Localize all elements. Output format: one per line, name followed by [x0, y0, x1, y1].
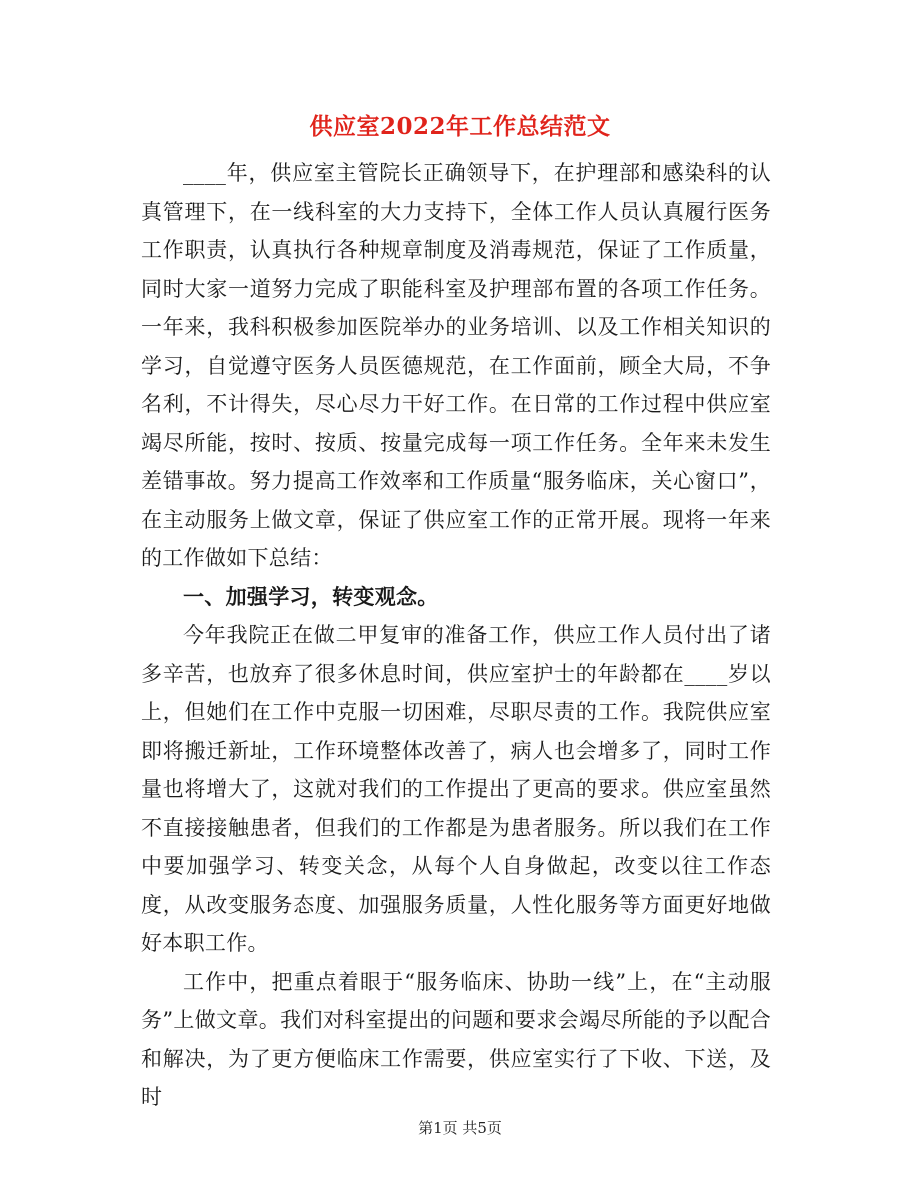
- paragraph-study: 今年我院正在做二甲复审的准备工作，供应工作人员付出了诸多辛苦，也放弃了很多休息时间，供应室护士的年龄都在____岁以上，但她们在工作中克服一切困难，尽职尽责的工作。我院供应室即将搬迁新址，工作环境整体改善了，病人也会增多了，同时工作量也将增大了，这就对我们的工作提出了更高的要求。供应室虽然不直接接触患者，但我们的工作都是为患者服务。所以我们在工作中要加强学习、转变关念，从每个人自身做起，改变以往工作态度，从改变服务态度、加强服务质量，人性化服务等方面更好地做好本职工作。: [141, 623, 771, 955]
- document-title: 供应室2022年工作总结范文: [309, 113, 611, 140]
- section-heading-1: 一、加强学习，转变观念。: [183, 583, 439, 609]
- document-body: [141, 154, 771, 1117]
- page-indicator: 第1页 共5页: [418, 1119, 502, 1137]
- paragraph-intro: ____年，供应室主管院长正确领导下，在护理部和感染科的认真管理下，在一线科室的大力支持下，全体工作人员认真履行医务工作职责，认真执行各种规章制度及消毒规范，保证了工作质量，同时大家一道努力完成了职能科室及护理部布置的各项工作任务。一年来，我科积极参加医院举办的业务培训、以及工作相关知识的学习，自觉遵守医务人员医德规范，在工作面前，顾全大局，不争名利，不计得失，尽心尽力干好工作。在日常的工作过程中供应室竭尽所能，按时、按质、按量完成每一项工作任务。全年来未发生差错事故。努力提高工作效率和工作质量“服务临床，关心窗口”，在主动服务上做文章，保证了供应室工作的正常开展。现将一年来的工作做如下总结：: [141, 161, 771, 570]
- paragraph-service: 工作中，把重点着眼于“服务临床、协助一线”上，在“主动服务”上做文章。我们对科室提出的问题和要求会竭尽所能的予以配合和解决，为了更方便临床工作需要，供应室实行了下收、下送，及时: [141, 969, 771, 1109]
